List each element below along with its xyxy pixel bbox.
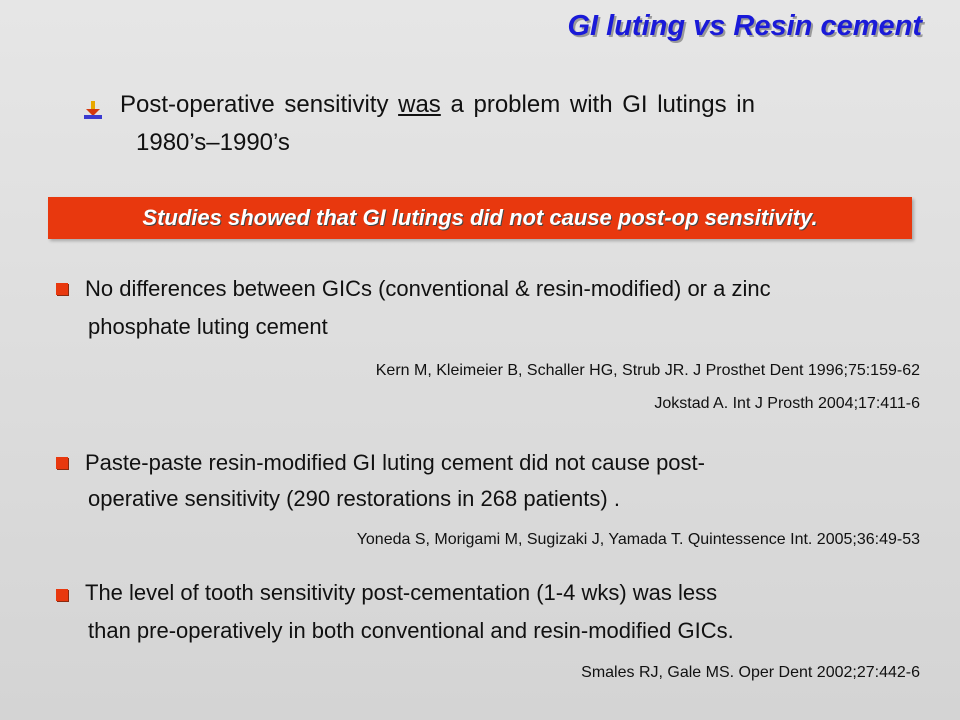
intro-line-2: 1980’s–1990’s (136, 129, 290, 156)
bullet-2-line-1: Paste-paste resin-modified GI luting cement did not cause post- (85, 450, 705, 475)
arrow-bullet-icon (84, 95, 102, 115)
slide-title: GI luting vs Resin cement (567, 10, 922, 42)
findings-banner (48, 197, 912, 239)
bullet-1-line-1: No differences between GICs (conventional & resin-modified) or a zinc (85, 276, 771, 301)
bullet-3-line-2: than pre-operatively in both conventional and resin-modified GICs. (88, 618, 734, 643)
banner-text: Studies showed that GI lutings did not cause post-op sensitivity. (142, 205, 818, 230)
bullet-marker (56, 589, 68, 601)
citation: Yoneda S, Morigami M, Sugizaki J, Yamada T. Quintessence Int. 2005;36:49-53 (356, 531, 920, 548)
citation: Kern M, Kleimeier B, Schaller HG, Strub JR. J Prosthet Dent 1996;75:159-62 (375, 362, 920, 379)
intro-line-1: Post-operative sensitivity was a problem with GI lutings in (120, 91, 755, 118)
citation: Jokstad A. Int J Prosth 2004;17:411-6 (654, 395, 920, 412)
bullet-1-line-2: phosphate luting cement (88, 314, 328, 339)
citation: Smales RJ, Gale MS. Oper Dent 2002;27:442-6 (581, 664, 920, 681)
bullet-3-line-1: The level of tooth sensitivity post-cementation (1-4 wks) was less (85, 580, 718, 605)
bullet-marker (56, 457, 68, 469)
underlined-word: was (398, 91, 441, 118)
bullet-2-line-2: operative sensitivity (290 restorations in 268 patients) . (88, 486, 620, 511)
bullet-marker (56, 283, 68, 295)
